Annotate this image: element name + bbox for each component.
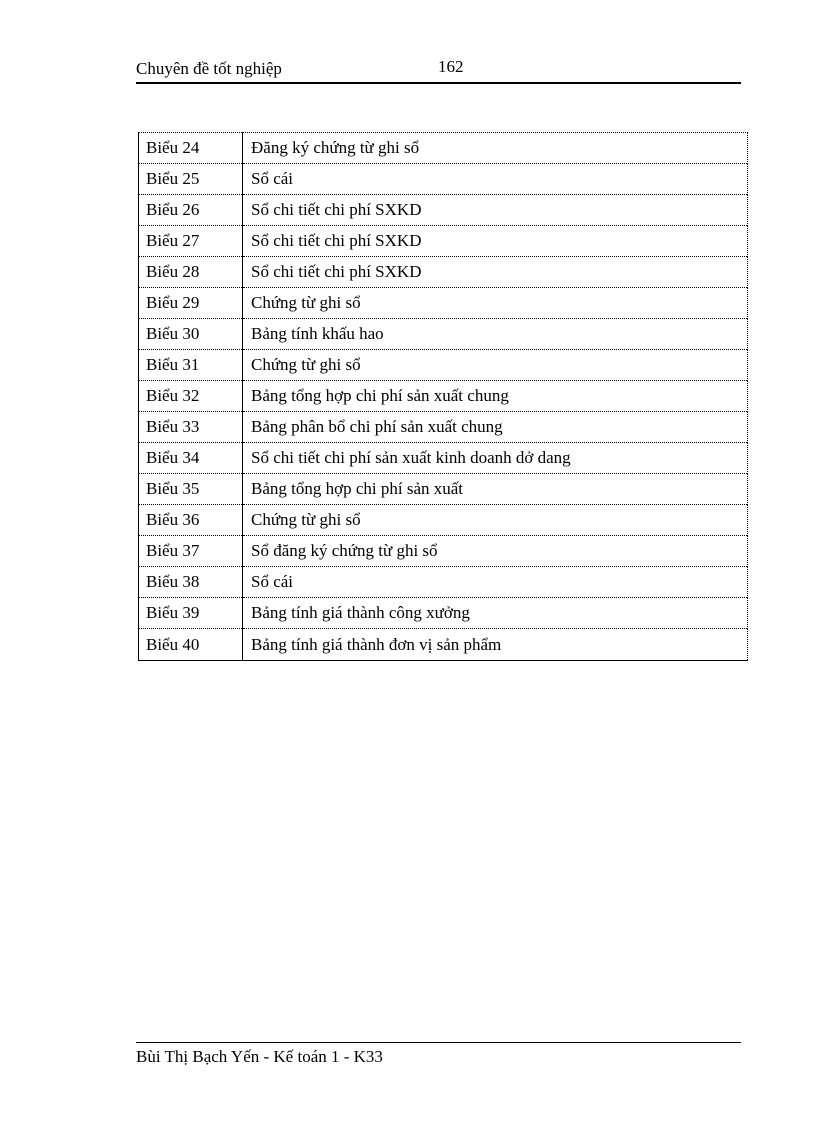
table-row xyxy=(139,474,748,505)
table-row xyxy=(139,598,748,629)
row-label: Biểu 24 xyxy=(139,133,243,164)
row-description: Sổ đăng ký chứng từ ghi sổ xyxy=(243,536,748,567)
row-label: Biểu 38 xyxy=(139,567,243,598)
table-row xyxy=(139,164,748,195)
appendix-table-body xyxy=(139,133,748,661)
row-label: Biểu 31 xyxy=(139,350,243,381)
row-description: Sổ chi tiết chi phí sản xuất kinh doanh dở dang xyxy=(243,443,748,474)
table-row xyxy=(139,412,748,443)
row-description: Đăng ký chứng từ ghi sổ xyxy=(243,133,748,164)
row-description: Bảng tính giá thành đơn vị sản phẩm xyxy=(243,629,748,661)
row-description: Sổ chi tiết chi phí SXKD xyxy=(243,257,748,288)
row-label: Biểu 33 xyxy=(139,412,243,443)
row-label: Biểu 37 xyxy=(139,536,243,567)
table-row xyxy=(139,226,748,257)
row-label: Biểu 26 xyxy=(139,195,243,226)
row-label: Biểu 39 xyxy=(139,598,243,629)
table-row xyxy=(139,257,748,288)
row-label: Biểu 27 xyxy=(139,226,243,257)
row-label: Biểu 25 xyxy=(139,164,243,195)
row-description: Bảng tổng hợp chi phí sản xuất xyxy=(243,474,748,505)
row-description: Sổ cái xyxy=(243,164,748,195)
row-label: Biểu 40 xyxy=(139,629,243,661)
table-row xyxy=(139,505,748,536)
row-description: Sổ chi tiết chi phí SXKD xyxy=(243,226,748,257)
table-row xyxy=(139,195,748,226)
table-row xyxy=(139,381,748,412)
table-row xyxy=(139,536,748,567)
row-description: Bảng phân bổ chi phí sản xuất chung xyxy=(243,412,748,443)
row-description: Bảng tổng hợp chi phí sản xuất chung xyxy=(243,381,748,412)
appendix-table-container xyxy=(138,132,747,661)
row-description: Chứng từ ghi sổ xyxy=(243,350,748,381)
author-line: Bùi Thị Bạch Yến - Kế toán 1 - K33 xyxy=(136,1047,383,1066)
row-label: Biểu 28 xyxy=(139,257,243,288)
row-description: Sổ chi tiết chi phí SXKD xyxy=(243,195,748,226)
appendix-table xyxy=(138,132,748,661)
row-label: Biểu 29 xyxy=(139,288,243,319)
table-row xyxy=(139,288,748,319)
table-row xyxy=(139,567,748,598)
row-description: Sổ cái xyxy=(243,567,748,598)
table-row xyxy=(139,350,748,381)
row-label: Biểu 32 xyxy=(139,381,243,412)
table-row xyxy=(139,133,748,164)
table-row xyxy=(139,629,748,661)
table-row xyxy=(139,319,748,350)
document-title: Chuyên đề tốt nghiệp xyxy=(136,59,282,78)
row-label: Biểu 30 xyxy=(139,319,243,350)
page-number: 162 xyxy=(438,57,464,76)
table-row xyxy=(139,443,748,474)
row-label: Biểu 35 xyxy=(139,474,243,505)
row-description: Chứng từ ghi sổ xyxy=(243,505,748,536)
row-description: Chứng từ ghi sổ xyxy=(243,288,748,319)
row-label: Biểu 34 xyxy=(139,443,243,474)
page-header xyxy=(136,56,741,84)
row-label: Biểu 36 xyxy=(139,505,243,536)
page-footer xyxy=(136,1042,741,1066)
row-description: Bảng tính giá thành công xưởng xyxy=(243,598,748,629)
row-description: Bảng tính khấu hao xyxy=(243,319,748,350)
